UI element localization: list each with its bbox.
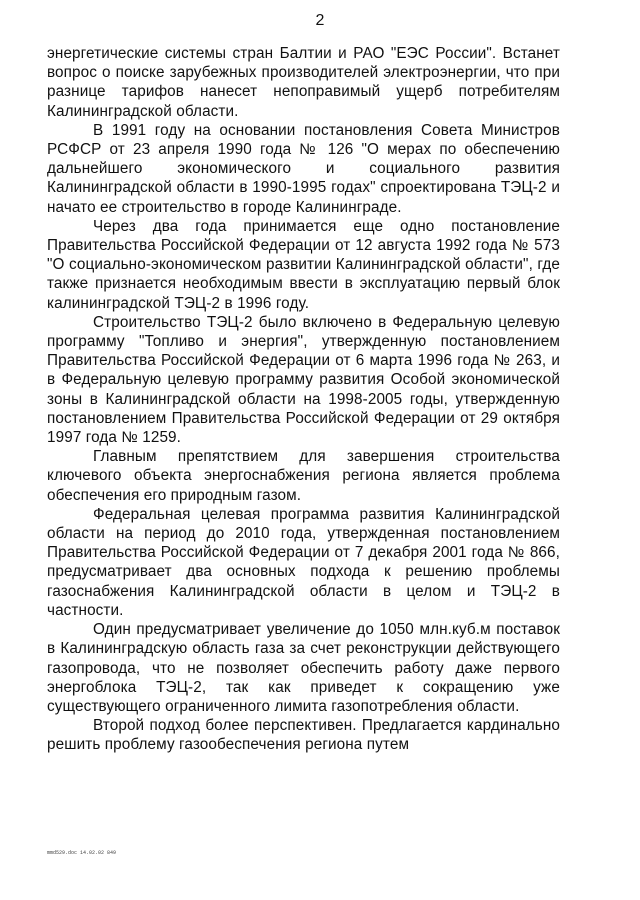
paragraph-3: Через два года принимается еще одно постановление Правительства Российской Федерации от 12 августа 1992 года № 573 "О социально-экономическом развитии Калининградской области", где также признается необходимым ввести в эксплуатацию первый блок калининградской ТЭЦ-2 в 1996 году. [47,217,560,312]
paragraph-8: Второй подход более перспективен. Предлагается кардинально решить проблему газообеспечения региона путем [47,717,560,754]
paragraph-1: энергетические системы стран Балтии и РАО "ЕЭС России". Встанет вопрос о поиске зарубежных производителей электроэнергии, что при разнице тарифов нанесет непоправимый ущерб потребителям Калининградской области. [47,45,560,120]
paragraph-6: Федеральная целевая программа развития Калининградской области на период до 2010 года, утвержденная постановлением Правительства Российской Федерации от 7 декабря 2001 года № 866, предусматривает два основных подхода к решению проблемы газоснабжения Калининградской области в целом и ТЭЦ-2 в частности. [47,505,560,619]
paragraph-7: Один предусматривает увеличение до 1050 млн.куб.м поставок в Калининградскую область газа за счет реконструкции действующего газопровода, что не позволяет обеспечить работу даже первого энергоблока ТЭЦ-2, так как приведет к сокращению уже существующего ограниченного лимита газопотребления области. [47,621,560,715]
page-number: 2 [315,12,325,29]
paragraph-4: Строительство ТЭЦ-2 было включено в Федеральную целевую программу "Топливо и энергия", утвержденную постановлением Правительства Российской Федерации от 6 марта 1996 года № 263, и в Федеральную целевую программу развития Особой экономической зоны в Калининградской области на 1998-2005 годы, утвержденную постановлением Правительства Российской Федерации от 29 октября 1997 года № 1259. [47,313,560,447]
document-body [47,44,560,755]
paragraph-2: В 1991 году на основании постановления Совета Министров РСФСР от 23 апреля 1990 года № 126 "О мерах по обеспечению дальнейшего экономического и социального развития Калининградской области в 1990-1995 годах" спроектирована ТЭЦ-2 и начато ее строительство в городе Калининграде. [47,121,560,216]
paragraph-5: Главным препятствием для завершения строительства ключевого объекта энергоснабжения региона является проблема обеспечения его природным газом. [47,448,560,504]
footer-file-code: mmd529.doc 14.02.02 849 [47,850,117,856]
